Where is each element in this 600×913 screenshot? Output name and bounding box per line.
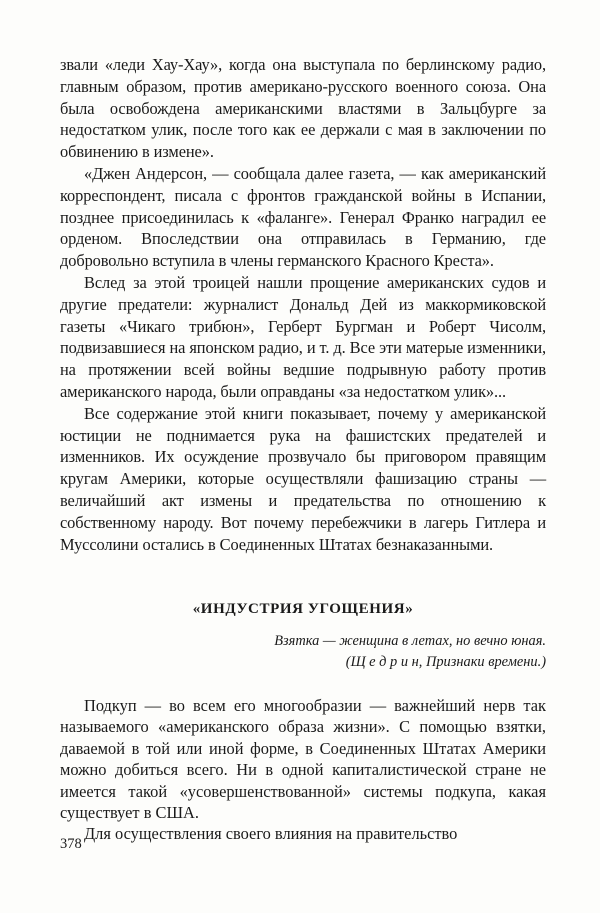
paragraph-influence: Для осуществления своего влияния на правительство: [84, 824, 458, 844]
paragraph-other-traitors: Вслед за этой троицей нашли прощение американских судов и другие предатели: журналист Дональд Дей из маккормиковской газеты «Чикаго трибюн», Герберт Бургман и Роберт Чисолм, подвизавшиеся на японском радио, и т. д. Все эти матерые изменники, на протяжении всей войны ведшие подрывную работу против американского народа, были оправданы «за недостатком улик»...: [60, 272, 546, 401]
paragraph-bribery: Подкуп — во всем его многообразии — важнейший нерв так называемого «американского образа жизни». С помощью взятки, даваемой в той или иной форме, в Соединенных Штатах Америки можно добиться всего. Ни в одной капиталистической стране не имеется такой «усовершенствованной» системы подкупа, какая существует в США.: [60, 696, 546, 823]
epigraph-quote: Взятка — женщина в летах, но вечно юная.: [274, 633, 546, 649]
paragraph-anderson: «Джен Андерсон, — сообщала далее газета, — как американский корреспондент, писала с фронтов гражданской войны в Испании, позднее присоединилась к «фаланге». Генерал Франко наградил ее орденом. Впоследствии она отправилась в Германию, где добровольно вступила в члены германского Красного Креста».: [60, 163, 546, 271]
epigraph-source: (Щ е д р и н, Признаки времени.): [345, 654, 546, 670]
section-industry: [60, 601, 546, 845]
page-number: 378: [60, 836, 82, 852]
paragraph-continued: звали «леди Хау-Хау», когда она выступала по берлинскому радио, главным образом, против американо-русского военного союза. Она была освобождена американскими властями в Зальцбурге за недостатком улик, после того как ее держали с мая в заключении по обвинению в измене».: [60, 55, 546, 162]
epigraph: [60, 631, 546, 673]
section-title: «ИНДУСТРИЯ УГОЩЕНИЯ»: [192, 601, 414, 617]
paragraph-justice: Все содержание этой книги показывает, почему у американской юстиции не поднимается рука на фашистских предателей и изменников. Их осуждение прозвучало бы приговором правящим кругам Америки, которые осуществляли фашизацию страны — величайший акт измены и предательства по отношению к собственному народу. Вот почему перебежчики в лагерь Гитлера и Муссолини остались в Соединенных Штатах безнаказанными.: [60, 403, 546, 554]
main-text: [60, 54, 546, 555]
